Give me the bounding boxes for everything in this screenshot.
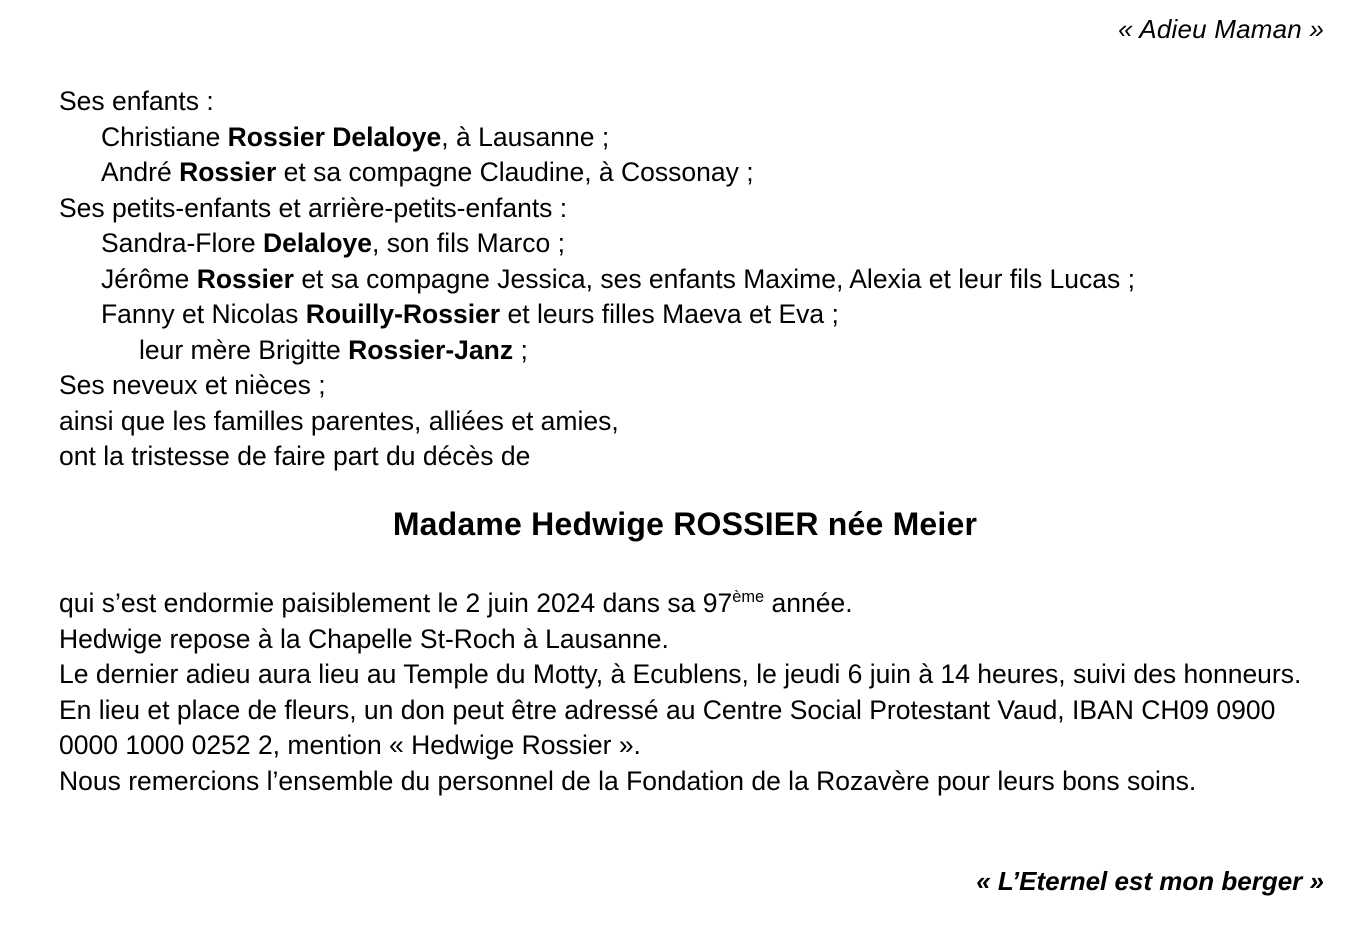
- grandchild-2-prefix: Jérôme: [101, 263, 197, 294]
- child-2-suffix: et sa compagne Claudine, à Cossonay ;: [276, 157, 754, 187]
- epigraph-bottom: « L’Eternel est mon berger »: [976, 866, 1324, 896]
- child-2-surname: Rossier: [179, 157, 277, 187]
- list-item-child-1: [59, 120, 1320, 156]
- grandchild-2-suffix: et sa compagne Jessica, ses enfants Maxime, Alexia et leur fils Lucas ;: [293, 263, 1135, 294]
- list-item-grandchild-4: [59, 333, 1320, 369]
- repose-line: Hedwige repose à la Chapelle St-Roch à Lausanne.: [59, 623, 669, 654]
- grandchild-1-suffix: , son fils Marco ;: [372, 228, 565, 258]
- list-item-grandchild-3: [59, 297, 1320, 333]
- announce-line: ont la tristesse de faire part du décès de: [59, 441, 531, 471]
- grandchild-4-suffix: ;: [513, 334, 528, 365]
- grandchild-3-suffix: et leurs filles Maeva et Eva ;: [500, 299, 839, 329]
- passing-line: [59, 586, 1307, 622]
- thanks-line: Nous remercions l’ensemble du personnel de la Fondation de la Rozavère pour leurs bons soins.: [59, 765, 1197, 796]
- child-2-prefix: André: [101, 157, 180, 187]
- grandchild-3-prefix: Fanny et Nicolas: [101, 299, 306, 329]
- child-1-surname: Rossier Delaloye: [227, 121, 442, 152]
- details-block: [59, 586, 1307, 799]
- survivors-block: [59, 84, 1320, 475]
- grandchild-4-surname: Rossier-Janz: [348, 334, 514, 365]
- list-item-child-2: [59, 155, 1320, 191]
- grandchild-1-surname: Delaloye: [263, 228, 373, 258]
- heading-grandchildren: Ses petits-enfants et arrière-petits-enfants :: [59, 192, 568, 223]
- heading-children: Ses enfants :: [59, 86, 214, 116]
- grandchild-2-surname: Rossier: [196, 263, 294, 294]
- families-line: ainsi que les familles parentes, alliées et amies,: [59, 405, 619, 436]
- list-item-grandchild-2: [59, 262, 1320, 298]
- farewell-line: Le dernier adieu aura lieu au Temple du Motty, à Ecublens, le jeudi 6 juin à 14 heures, suivi des honneurs.: [59, 659, 1302, 689]
- deceased-name: Madame Hedwige ROSSIER née Meier: [392, 506, 978, 542]
- heading-nephews: Ses neveux et nièces ;: [59, 370, 326, 400]
- child-1-suffix: , à Lausanne ;: [441, 121, 610, 152]
- passing-ordinal: ème: [732, 588, 765, 607]
- passing-suffix: année.: [764, 588, 853, 618]
- passing-prefix: qui s’est endormie paisiblement le 2 juin 2024 dans sa 97: [59, 588, 733, 618]
- grandchild-4-prefix: leur mère Brigitte: [139, 334, 349, 365]
- grandchild-1-prefix: Sandra-Flore: [101, 228, 264, 258]
- donation-line: En lieu et place de fleurs, un don peut être adressé au Centre Social Protestant Vaud, IBAN CH09 0900 0000 1000 0252 2, mention « Hedwige Rossier ».: [59, 694, 1276, 760]
- list-item-grandchild-1: [59, 226, 1320, 262]
- child-1-prefix: Christiane: [101, 121, 228, 152]
- epigraph-top: « Adieu Maman »: [1118, 14, 1324, 44]
- grandchild-3-surname: Rouilly-Rossier: [305, 299, 501, 329]
